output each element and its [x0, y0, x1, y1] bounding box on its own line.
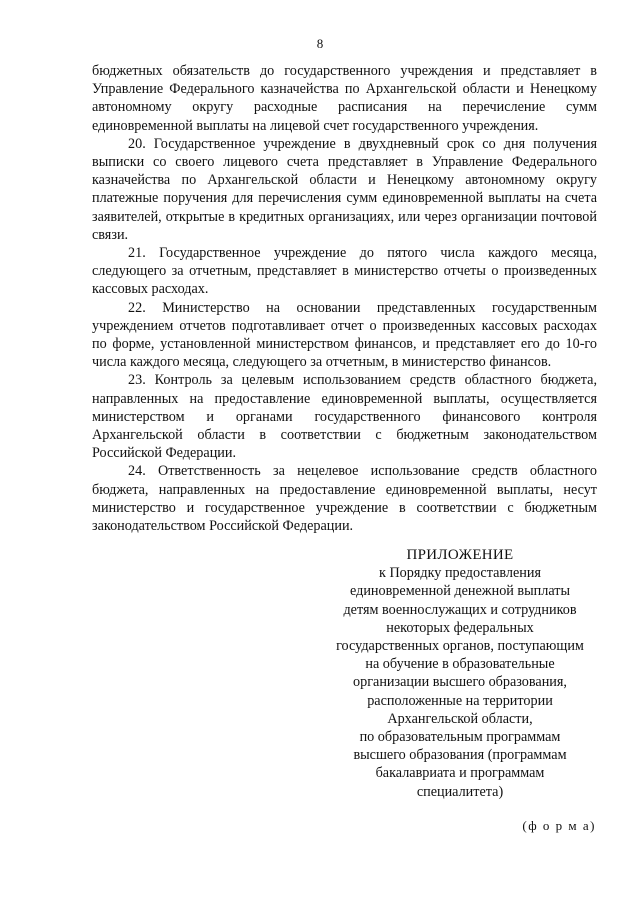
appendix-line: по образовательным программам: [359, 729, 561, 746]
paragraph-21: 21. Государственное учреждение до пятого числа каждого месяца, следующего за отчетным, представляет в министерство отчеты о произведенных кассовых расходах.: [92, 245, 597, 298]
appendix-line: детям военнослужащих и сотрудников: [343, 601, 577, 618]
paragraph-continuation: бюджетных обязательств до государственного учреждения и представляет в Управление Федерального казначейства по Архангельской области и Ненецкому автономному округу расходные расписания на перечисление сумм единовременной выплаты на лицевой счет государственного учреждения.: [92, 63, 597, 134]
appendix-line: организации высшего образования,: [353, 674, 567, 691]
appendix-line: государственных органов, поступающим: [336, 638, 584, 655]
appendix-line: высшего образования (программам: [353, 747, 567, 764]
appendix-line: Архангельской области,: [387, 710, 533, 727]
appendix-line: некоторых федеральных: [386, 619, 534, 636]
appendix-line: на обучение в образовательные: [365, 656, 555, 673]
appendix-line: специалитета): [416, 783, 504, 800]
appendix-block: [320, 546, 600, 801]
appendix-line: единовременной денежной выплаты: [350, 583, 570, 600]
appendix-title: ПРИЛОЖЕНИЕ: [406, 547, 514, 563]
form-label: (ф о р м а): [522, 818, 596, 833]
paragraph-23: 23. Контроль за целевым использованием средств областного бюджета, направленных на предоставление единовременной выплаты, осуществляется министерством и органами государственного финансового контроля Архангельской области в соответствии с бюджетным законодательством Российской Федерации.: [92, 372, 597, 462]
appendix-line: бакалавриата и программам: [375, 765, 545, 782]
paragraph-20: 20. Государственное учреждение в двухдневный срок со дня получения выписки со своего лицевого счета представляет в Управление Федерального казначейства по Архангельской области и Ненецкому автономному округу платежные поручения для перечисления сумм единовременной выплаты на счета заявителей, открытые в кредитных организациях, или через организации почтовой связи.: [92, 135, 597, 243]
appendix-line: к Порядку предоставления: [379, 565, 541, 582]
paragraph-22: 22. Министерство на основании представленных государственным учреждением отчетов подготавливает отчет о произведенных кассовых расходах по форме, установленной министерством финансов, и представляет его до 10-го числа каждого месяца, следующего за отчетным, в министерство финансов.: [92, 299, 597, 371]
appendix-line: расположенные на территории: [367, 692, 553, 709]
document-body: [92, 62, 597, 535]
appendix-subtitle: [320, 564, 600, 801]
paragraph-24: 24. Ответственность за нецелевое использование средств областного бюджета, направленных на предоставление единовременной выплаты, несут министерство и государственное учреждение в соответствии с бюджетным законодательством Российской Федерации.: [92, 463, 597, 535]
page-number: 8: [316, 36, 324, 51]
